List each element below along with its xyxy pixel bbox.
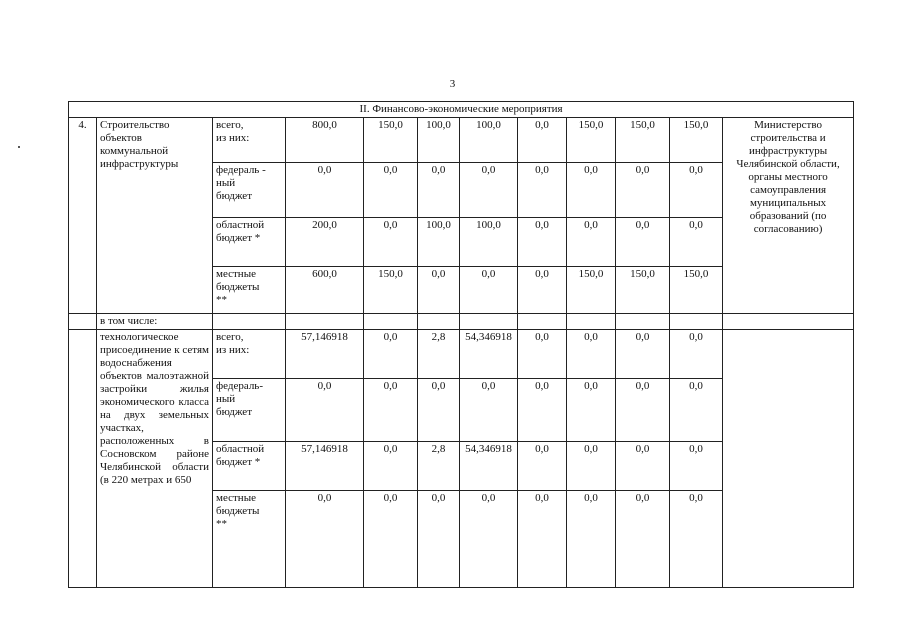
value-cell: 0,0 [286,491,364,588]
empty-cell [567,314,616,330]
value-cell: 57,146918 [286,330,364,379]
value-cell: 0,0 [460,379,518,442]
value-cell: 57,146918 [286,442,364,491]
value-cell: 0,0 [670,379,723,442]
program-table [68,101,854,588]
empty-cell [364,314,418,330]
source-label: областной бюджет * [213,218,286,267]
value-cell: 0,0 [364,442,418,491]
including-label: в том числе: [97,314,213,330]
value-cell: 100,0 [460,118,518,163]
value-cell: 0,0 [567,330,616,379]
value-cell: 0,0 [286,379,364,442]
value-cell: 54,346918 [460,330,518,379]
value-cell: 150,0 [670,267,723,314]
value-cell: 0,0 [616,163,670,218]
value-cell: 600,0 [286,267,364,314]
value-cell: 0,0 [567,218,616,267]
value-cell: 0,0 [364,218,418,267]
empty-cell [518,314,567,330]
row-number: 4. [69,118,97,314]
source-label: областной бюджет * [213,442,286,491]
value-cell: 0,0 [418,491,460,588]
executor: Министерство строительства и инфраструктуры Челябинской области, органы местного самоуправления муниципальных образований (по согласованию) [723,118,854,314]
value-cell: 0,0 [670,442,723,491]
value-cell: 0,0 [418,379,460,442]
value-cell: 0,0 [616,330,670,379]
value-cell: 0,0 [460,491,518,588]
value-cell: 0,0 [286,163,364,218]
value-cell: 0,0 [364,330,418,379]
section-header-row [69,102,854,118]
value-cell: 150,0 [670,118,723,163]
value-cell: 0,0 [418,163,460,218]
sub-measure-name: технологическое присоединение к сетям водоснабжения объектов малоэтажной застройки жилья экономического класса на двух земельных участках, расположенных в Сосновском районе Челябинской области (в 220 метрах и 650 [97,330,213,588]
value-cell: 150,0 [616,118,670,163]
value-cell: 0,0 [460,267,518,314]
empty-cell [723,314,854,330]
value-cell: 0,0 [567,379,616,442]
source-label: федераль- ный бюджет [213,379,286,442]
source-label: всего, из них: [213,330,286,379]
value-cell: 54,346918 [460,442,518,491]
value-cell: 0,0 [616,442,670,491]
value-cell: 150,0 [567,267,616,314]
empty-cell [616,314,670,330]
value-cell: 0,0 [616,491,670,588]
source-label: всего, из них: [213,118,286,163]
row4-source-row [69,118,854,163]
value-cell: 0,0 [670,330,723,379]
value-cell: 0,0 [364,163,418,218]
value-cell: 0,0 [567,163,616,218]
empty-cell [69,314,97,330]
value-cell: 150,0 [364,118,418,163]
value-cell: 0,0 [518,218,567,267]
value-cell: 100,0 [418,218,460,267]
section-title: II. Финансово-экономические мероприятия [69,102,854,118]
sub-source-row [69,330,854,379]
source-label: местные бюджеты ** [213,491,286,588]
value-cell: 0,0 [518,491,567,588]
empty-cell [460,314,518,330]
value-cell: 150,0 [364,267,418,314]
value-cell: 0,0 [670,163,723,218]
empty-cell [418,314,460,330]
value-cell: 0,0 [364,379,418,442]
value-cell: 0,0 [518,379,567,442]
value-cell: 150,0 [616,267,670,314]
value-cell: 0,0 [460,163,518,218]
stray-mark [18,146,20,148]
value-cell: 0,0 [518,118,567,163]
measure-name: Строительство объектов коммунальной инфраструктуры [97,118,213,314]
value-cell: 0,0 [616,379,670,442]
value-cell: 0,0 [567,442,616,491]
value-cell: 0,0 [518,442,567,491]
value-cell: 0,0 [418,267,460,314]
empty-cell [69,330,97,588]
value-cell: 100,0 [460,218,518,267]
value-cell: 0,0 [567,491,616,588]
source-label: местные бюджеты ** [213,267,286,314]
value-cell: 100,0 [418,118,460,163]
empty-cell [723,330,854,588]
value-cell: 200,0 [286,218,364,267]
value-cell: 0,0 [518,163,567,218]
source-label: федераль - ный бюджет [213,163,286,218]
value-cell: 0,0 [670,491,723,588]
value-cell: 2,8 [418,442,460,491]
value-cell: 150,0 [567,118,616,163]
page-number: 3 [449,78,456,90]
value-cell: 0,0 [670,218,723,267]
value-cell: 2,8 [418,330,460,379]
empty-cell [213,314,286,330]
value-cell: 0,0 [518,330,567,379]
empty-cell [286,314,364,330]
value-cell: 0,0 [616,218,670,267]
value-cell: 0,0 [518,267,567,314]
including-row [69,314,854,330]
value-cell: 800,0 [286,118,364,163]
value-cell: 0,0 [364,491,418,588]
empty-cell [670,314,723,330]
